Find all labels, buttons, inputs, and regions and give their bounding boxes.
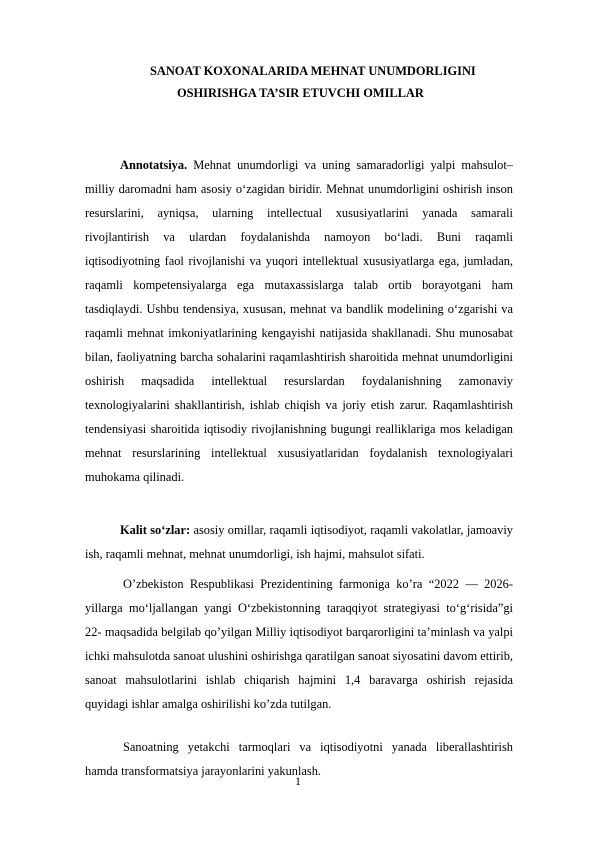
body-paragraph-1: O’zbekiston Respublikasi Prezidentining farmoniga ko’ra “2022 — 2026-yillarga moʻljallangan yangi Oʻzbekistonning taraqqiyot strategiyasi toʻgʻrisida”gi 22- maqsadida belgilab qo’yilgan Milliy iqtisodiyot barqarorligini ta’minlash va yalpi ichki mahsulotda sanoat ulushini oshirishga qaratilgan sanoat siyosatini davom ettirib, sanoat mahsulotlarini ishlab chiqarish hajmini 1,4 baravarga oshirish rejasida quyidagi ishlar amalga oshirilishi ko’zda tutilgan. (85, 577, 513, 711)
annotation-text: Mehnat unumdorligi va uning samaradorligi yalpi mahsulot–milliy daromadni ham asosiy oʻzagidan biridir. Mehnat unumdorligini oshirish inson resurslarini, ayniqsa, ularning intellectual xususiyatlarini yanada samarali rivojlantirish va ulardan foydalanishda namoyon boʻladi. Buni raqamli iqtisodiyotning faol rivojlanishi va yuqori intellektual xususiyatlarga ega, jumladan, raqamli kompetensiyalarga ega mutaxassislarga talab ortib borayotgani ham tasdiqlaydi. Ushbu tendensiya, xususan, mehnat va bandlik modelining oʻzgarishi va raqamli mehnat imkoniyatlarining kengayishi natijasida shakllanadi. Shu munosabat bilan, faoliyatning barcha sohalarini raqamlashtirish sharoitida mehnat unumdorligini oshirish maqsadida intellektual resurslardan foydalanishning zamonaviy texnologiyalarini shakllantirish, ishlab chiqish va joriy etish zarur. Raqamlashtirish tendensiyasi sharoitida iqtisodiy rivojlanishning bugungi realliklariga mos keladigan mehnat resurslarining intellektual xususiyatlaridan foydalanish texnologiyalari muhokama qilinadi. (85, 158, 513, 484)
document-title-line-2: OSHIRISHGA TA’SIR ETUVCHI OMILLAR (177, 86, 424, 100)
document-title-line-1: SANOAT KOXONALARIDA MEHNAT UNUMDORLIGINI (150, 64, 476, 78)
body-paragraph-2: Sanoatning yetakchi tarmoqlari va iqtisodiyotni yanada liberallashtirish hamda transformatsiya jarayonlarini yakunlash. (85, 740, 513, 778)
annotation-label: Annotatsiya. (120, 158, 188, 172)
keywords-text: asosiy omillar, raqamli iqtisodiyot, raqamli vakolatlar, jamoaviy ish, raqamli mehnat, mehnat unumdorligi, ish hajmi, mahsulot sifati. (85, 523, 513, 561)
annotation-paragraph (85, 153, 513, 489)
page-number: 1 (295, 774, 301, 788)
keywords-label: Kalit soʻzlar: (120, 523, 191, 537)
keywords-paragraph (85, 518, 513, 566)
